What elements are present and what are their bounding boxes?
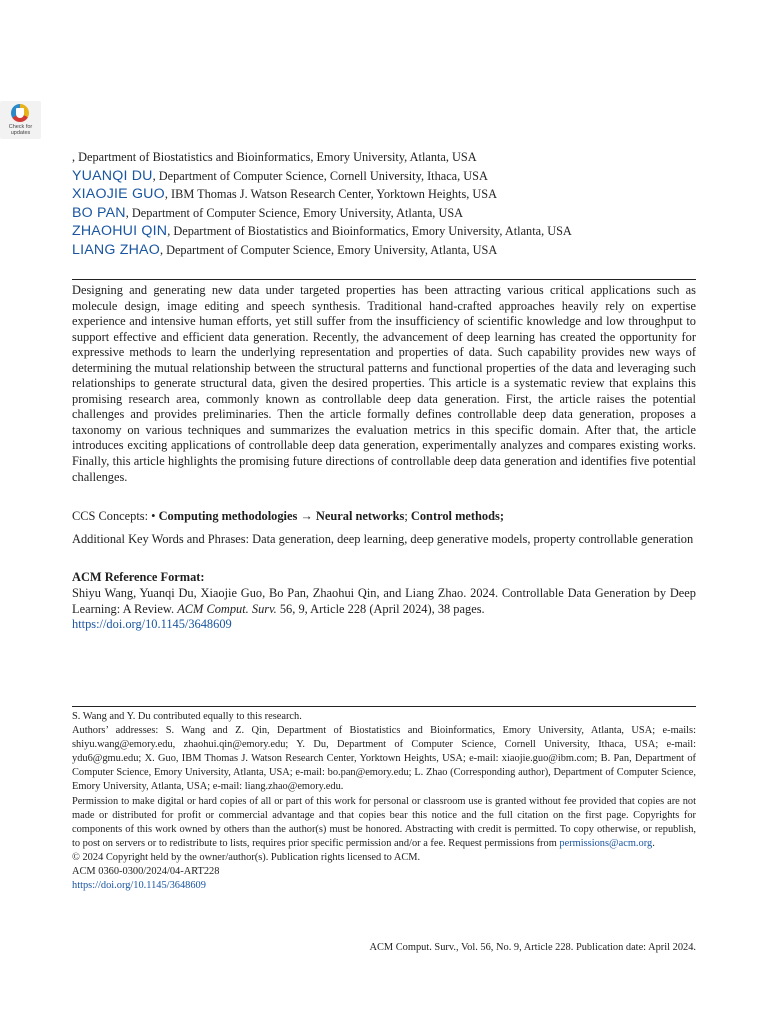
check-for-updates-label: Check for updates [8,124,33,136]
footnote-rule [72,706,696,707]
affiliation-text: , Department of Computer Science, Emory University, Atlanta, USA [159,242,498,257]
permission-text: Permission to make digital or hard copies of all or part of this work for personal or classroom use is granted without fee provided that copies are not made or distributed for profit or commercial advantage and that copies bear this notice and the full citation on the first page. Copyrights for components of this work owned by others than the author(s) must be honored. Abstracting with credit is permitted. To copy otherwise, or republish, to post on servers or to redistribute to lists, requires prior specific permission and/or a fee. Request permissions from [72,795,696,849]
author-name: LIANG ZHAO [72,241,160,258]
reference-journal: ACM Comput. Surv. [177,601,277,616]
footnote-doi-link[interactable]: https://doi.org/10.1145/3648609 [72,880,206,892]
affiliation-text: , IBM Thomas J. Watson Research Center, Yorktown Heights, USA [164,187,497,202]
reference-text: Shiyu Wang, Yuanqi Du, Xiaojie Guo, Bo Pan, Zhaohui Qin, and Liang Zhao. 2024. Controllable Data Generation by Deep Learning: A Review. [72,586,696,616]
permission-notice [72,795,696,851]
reference-doi-link[interactable]: https://doi.org/10.1145/3648609 [72,617,232,632]
reference-volume: 56, 9, Article 228 (April 2024), 38 pages. [276,601,485,616]
abstract: Designing and generating new data under targeted properties has been attracting various critical applications such as molecule design, image editing and speech synthesis. Traditional hand-crafted approaches heavily rely on expertise experience and intensive human efforts, yet still suffer from the insufficiency of scientific knowledge and low throughput to support effective and efficient data generation. Recently, the advancement of deep learning has created the opportunity for expressive methods to learn the underlying representation and properties of data. Such capability provides new ways of determining the mutual relationship between the structural patterns and functional properties of the data and leveraging such relationships to generate structural data, given the desired properties. This article is a systematic review that explains this promising research area, commonly known as controllable deep data generation. First, the article raises the potential challenges and provides preliminaries. Then the article formally defines controllable deep data generation, proposes a taxonomy on various techniques and summarizes the evaluation metrics in this specific domain. After that, the article introduces exciting applications of controllable deep data generation, experimentally analyzes and compares existing works. Finally, this article highlights the promising future directions of controllable deep data generation and identifies five potential challenges. [72,283,696,484]
affiliation-line [72,222,712,241]
equal-contribution-note: S. Wang and Y. Du contributed equally to this research. [72,711,302,722]
ccs-concept-neural-networks: Computing methodologies → Neural networks [158,509,405,523]
footnotes [72,710,696,893]
copyright-notice: © 2024 Copyright held by the owner/author(s). Publication rights licensed to ACM. [72,851,421,863]
publication-info: ACM Comput. Surv., Vol. 56, No. 9, Article 228. Publication date: April 2024. [369,942,696,953]
affiliation-text: , Department of Computer Science, Emory University, Atlanta, USA [125,205,464,220]
keywords: Additional Key Words and Phrases: Data generation, deep learning, deep generative models, property controllable generation [72,532,694,546]
affiliation-text: , Department of Biostatistics and Bioinformatics, Emory University, Atlanta, USA [72,150,477,164]
permissions-email-link[interactable]: permissions@acm.org [559,837,653,849]
crossmark-icon [11,104,29,122]
permission-end: . [652,837,655,849]
acm-identifier: ACM 0360-0300/2024/04-ART228 [72,866,220,878]
affiliation-line [72,167,712,186]
affiliation-line [72,241,712,260]
author-name: XIAOJIE GUO [72,186,165,203]
abstract-top-rule [72,279,696,280]
authors-addresses: Authors’ addresses: S. Wang and Z. Qin, Department of Biostatistics and Bioinformatics, Emory University, Atlanta, USA; e-mails: shiyu.wang@emory.edu, zhaohui.qin@emory.edu; Y. Du, Department of Computer Science, Cornell University, Ithaca, USA; e-mail: ydu6@gmu.edu; X. Guo, IBM Thomas J. Watson Research Center, Yorktown Heights, USA; e-mail: xiaojie.guo@ibm.com; B. Pan, Department of Computer Science, Emory University, Atlanta, USA; e-mail: bo.pan@emory.edu; L. Zhao (Corresponding author), Department of Computer Science, Emory University, Atlanta, USA; e-mail: liang.zhao@emory.edu. [72,725,696,793]
affiliation-text: , Department of Biostatistics and Bioinformatics, Emory University, Atlanta, USA [167,224,572,239]
author-name: BO PAN [72,204,126,221]
affiliation-line [72,148,712,167]
ccs-concepts [72,509,696,525]
reference-format [72,586,696,633]
reference-format-heading: ACM Reference Format: [72,570,205,584]
author-name: ZHAOHUI QIN [72,223,168,240]
affiliation-line [72,185,712,204]
check-for-updates-badge[interactable] [0,101,41,139]
author-affiliations [72,148,712,260]
ccs-separator: ; [404,509,411,523]
ccs-prefix: CCS Concepts: • [72,509,159,523]
author-name: YUANQI DU [72,167,153,184]
affiliation-line [72,204,712,223]
ccs-concept-control-methods: Control methods; [410,509,504,523]
affiliation-text: , Department of Computer Science, Cornell University, Ithaca, USA [152,168,488,183]
